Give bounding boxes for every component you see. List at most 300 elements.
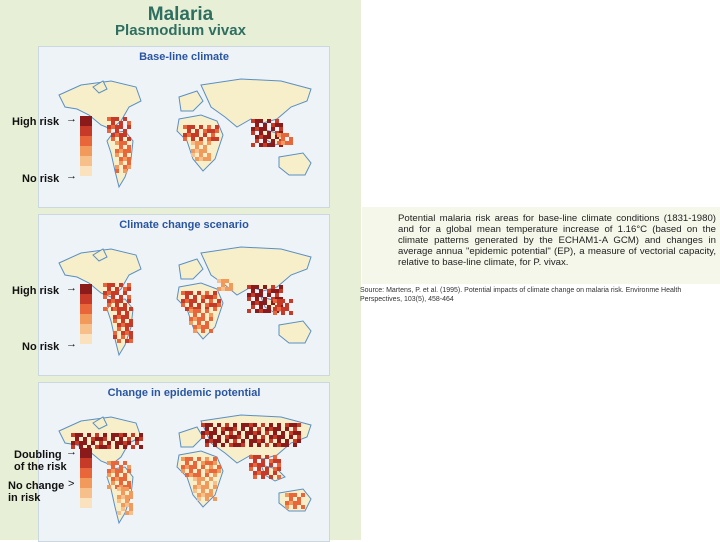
risk-cell bbox=[255, 301, 259, 305]
risk-cell bbox=[197, 291, 201, 295]
legend-swatch bbox=[80, 488, 92, 498]
risk-cell bbox=[115, 469, 119, 473]
risk-cell bbox=[207, 157, 211, 161]
risk-cell bbox=[203, 149, 207, 153]
risk-cell bbox=[213, 291, 217, 295]
risk-cell bbox=[289, 299, 293, 303]
risk-cell bbox=[251, 301, 255, 305]
risk-cell bbox=[297, 501, 301, 505]
risk-cell bbox=[281, 133, 285, 137]
risk-cell bbox=[249, 439, 253, 443]
risk-cell bbox=[267, 293, 271, 297]
risk-cell bbox=[257, 427, 261, 431]
risk-cell bbox=[229, 287, 233, 291]
risk-cell bbox=[117, 315, 121, 319]
risk-cell bbox=[127, 465, 131, 469]
land-mass bbox=[179, 427, 203, 447]
panel-title: Climate change scenario bbox=[119, 219, 249, 231]
legend-high-label: High risk bbox=[12, 285, 60, 297]
risk-cell bbox=[253, 475, 257, 479]
risk-cell bbox=[255, 119, 259, 123]
risk-cell bbox=[115, 125, 119, 129]
risk-cell bbox=[125, 495, 129, 499]
risk-cell bbox=[121, 307, 125, 311]
risk-cell bbox=[249, 455, 253, 459]
risk-cell bbox=[221, 279, 225, 283]
risk-cell bbox=[119, 481, 123, 485]
risk-cell bbox=[259, 143, 263, 147]
risk-cell bbox=[205, 439, 209, 443]
risk-cell bbox=[273, 455, 277, 459]
risk-cell bbox=[111, 477, 115, 481]
risk-cell bbox=[125, 511, 129, 515]
risk-cell bbox=[197, 325, 201, 329]
risk-cell bbox=[135, 441, 139, 445]
risk-cell bbox=[233, 423, 237, 427]
risk-cell bbox=[277, 467, 281, 471]
risk-cell bbox=[293, 439, 297, 443]
risk-cell bbox=[201, 489, 205, 493]
risk-cell bbox=[115, 165, 119, 169]
risk-cell bbox=[293, 501, 297, 505]
risk-cell bbox=[103, 445, 107, 449]
legend-swatch bbox=[80, 458, 92, 468]
risk-cell bbox=[195, 157, 199, 161]
legend-swatch bbox=[80, 294, 92, 304]
risk-cell bbox=[209, 435, 213, 439]
risk-cell bbox=[183, 137, 187, 141]
legend-arrow-icon: → bbox=[66, 338, 77, 350]
risk-cell bbox=[263, 135, 267, 139]
legend-swatch bbox=[80, 304, 92, 314]
risk-cell bbox=[285, 501, 289, 505]
risk-cell bbox=[251, 305, 255, 309]
risk-cell bbox=[99, 445, 103, 449]
risk-cell bbox=[213, 457, 217, 461]
risk-cell bbox=[127, 283, 131, 287]
risk-cell bbox=[185, 473, 189, 477]
risk-cell bbox=[121, 331, 125, 335]
risk-cell bbox=[205, 325, 209, 329]
risk-cell bbox=[191, 153, 195, 157]
legend-low-label: No risk bbox=[22, 173, 60, 185]
risk-cell bbox=[193, 325, 197, 329]
risk-cell bbox=[193, 309, 197, 313]
legend-swatch bbox=[80, 126, 92, 136]
risk-cell bbox=[213, 295, 217, 299]
risk-cell bbox=[189, 321, 193, 325]
risk-cell bbox=[123, 129, 127, 133]
risk-cell bbox=[115, 477, 119, 481]
risk-cell bbox=[213, 427, 217, 431]
risk-cell bbox=[201, 317, 205, 321]
risk-cell bbox=[123, 153, 127, 157]
risk-cell bbox=[213, 497, 217, 501]
risk-cell bbox=[205, 457, 209, 461]
risk-cell bbox=[117, 327, 121, 331]
risk-cell bbox=[273, 307, 277, 311]
risk-cell bbox=[277, 435, 281, 439]
risk-legend-bar bbox=[80, 284, 92, 344]
risk-cell bbox=[113, 319, 117, 323]
risk-cell bbox=[217, 423, 221, 427]
risk-cell bbox=[119, 161, 123, 165]
risk-cell bbox=[293, 505, 297, 509]
risk-cell bbox=[115, 169, 119, 173]
risk-cell bbox=[221, 427, 225, 431]
risk-cell bbox=[285, 427, 289, 431]
risk-cell bbox=[237, 431, 241, 435]
legend-swatch bbox=[80, 156, 92, 166]
risk-cell bbox=[271, 123, 275, 127]
panel-title: Base-line climate bbox=[139, 51, 229, 63]
risk-cell bbox=[267, 143, 271, 147]
risk-cell bbox=[111, 117, 115, 121]
risk-cell bbox=[117, 495, 121, 499]
risk-cell bbox=[213, 303, 217, 307]
risk-cell bbox=[107, 441, 111, 445]
risk-cell bbox=[245, 423, 249, 427]
risk-cell bbox=[269, 427, 273, 431]
risk-cell bbox=[201, 465, 205, 469]
legend-doubling-label: Doubling of the risk bbox=[14, 449, 67, 473]
risk-cell bbox=[273, 459, 277, 463]
risk-cell bbox=[129, 507, 133, 511]
risk-cell bbox=[255, 127, 259, 131]
risk-cell bbox=[119, 133, 123, 137]
risk-cell bbox=[121, 487, 125, 491]
risk-cell bbox=[265, 443, 269, 447]
risk-cell bbox=[115, 287, 119, 291]
risk-cell bbox=[269, 439, 273, 443]
risk-cell bbox=[201, 477, 205, 481]
risk-cell bbox=[213, 485, 217, 489]
legend-arrow-icon: → bbox=[66, 113, 77, 125]
caption-text: Potential malaria risk areas for base-line climate conditions (1831-1980) and for a global mean temperature increase of 1.16°C (based on the climate patterns generated by the ECHAM1-A GCM) and changes in average annua "epidemic potential" (EP), a measure of vectorial capacity, relative to base-line climate, for P. vivax. bbox=[398, 213, 716, 268]
risk-cell bbox=[125, 487, 129, 491]
risk-cell bbox=[121, 323, 125, 327]
risk-cell bbox=[277, 141, 281, 145]
risk-cell bbox=[123, 287, 127, 291]
risk-cell bbox=[119, 149, 123, 153]
legend-swatch bbox=[80, 478, 92, 488]
risk-cell bbox=[285, 133, 289, 137]
risk-cell bbox=[193, 473, 197, 477]
risk-cell bbox=[121, 315, 125, 319]
risk-cell bbox=[271, 139, 275, 143]
risk-cell bbox=[277, 439, 281, 443]
risk-cell bbox=[251, 127, 255, 131]
risk-cell bbox=[211, 137, 215, 141]
risk-cell bbox=[191, 133, 195, 137]
risk-cell bbox=[107, 445, 111, 449]
risk-cell bbox=[119, 465, 123, 469]
risk-cell bbox=[193, 465, 197, 469]
risk-cell bbox=[117, 511, 121, 515]
risk-cell bbox=[119, 137, 123, 141]
risk-cell bbox=[185, 291, 189, 295]
risk-cell bbox=[259, 293, 263, 297]
risk-cell bbox=[209, 439, 213, 443]
risk-cell bbox=[115, 441, 119, 445]
risk-cell bbox=[115, 117, 119, 121]
risk-cell bbox=[225, 423, 229, 427]
panel-title: Change in epidemic potential bbox=[107, 387, 261, 399]
risk-cell bbox=[261, 459, 265, 463]
risk-cell bbox=[201, 423, 205, 427]
risk-cell bbox=[127, 441, 131, 445]
risk-cell bbox=[185, 465, 189, 469]
legend-swatch bbox=[80, 146, 92, 156]
legend-swatch bbox=[80, 448, 92, 458]
risk-cell bbox=[275, 293, 279, 297]
risk-cell bbox=[185, 307, 189, 311]
risk-cell bbox=[225, 435, 229, 439]
risk-cell bbox=[205, 423, 209, 427]
legend-swatch bbox=[80, 284, 92, 294]
risk-cell bbox=[197, 317, 201, 321]
risk-cell bbox=[113, 315, 117, 319]
risk-cell bbox=[273, 471, 277, 475]
risk-cell bbox=[255, 139, 259, 143]
risk-cell bbox=[71, 433, 75, 437]
risk-cell bbox=[103, 291, 107, 295]
risk-cell bbox=[281, 307, 285, 311]
risk-cell bbox=[197, 303, 201, 307]
risk-cell bbox=[195, 129, 199, 133]
risk-cell bbox=[211, 129, 215, 133]
risk-cell bbox=[119, 469, 123, 473]
risk-cell bbox=[111, 481, 115, 485]
risk-cell bbox=[75, 433, 79, 437]
risk-cell bbox=[111, 437, 115, 441]
risk-cell bbox=[209, 461, 213, 465]
risk-cell bbox=[273, 443, 277, 447]
risk-cell bbox=[277, 475, 281, 479]
risk-cell bbox=[129, 495, 133, 499]
risk-cell bbox=[111, 283, 115, 287]
risk-cell bbox=[187, 133, 191, 137]
risk-cell bbox=[273, 427, 277, 431]
risk-cell bbox=[125, 331, 129, 335]
risk-cell bbox=[119, 477, 123, 481]
risk-cell bbox=[191, 137, 195, 141]
land-mass bbox=[179, 259, 203, 279]
risk-cell bbox=[125, 499, 129, 503]
risk-cell bbox=[271, 127, 275, 131]
risk-cell bbox=[183, 133, 187, 137]
risk-cell bbox=[263, 143, 267, 147]
risk-cell bbox=[289, 423, 293, 427]
risk-cell bbox=[233, 427, 237, 431]
risk-cell bbox=[129, 511, 133, 515]
risk-cell bbox=[71, 441, 75, 445]
risk-cell bbox=[123, 157, 127, 161]
risk-cell bbox=[205, 295, 209, 299]
risk-cell bbox=[289, 493, 293, 497]
risk-cell bbox=[103, 307, 107, 311]
caption-box bbox=[362, 207, 720, 284]
risk-cell bbox=[263, 123, 267, 127]
risk-cell bbox=[121, 503, 125, 507]
risk-cell bbox=[213, 307, 217, 311]
risk-cell bbox=[115, 133, 119, 137]
risk-cell bbox=[127, 137, 131, 141]
risk-cell bbox=[205, 321, 209, 325]
legend-arrow-icon: → bbox=[66, 282, 77, 294]
risk-cell bbox=[197, 497, 201, 501]
risk-cell bbox=[103, 437, 107, 441]
risk-cell bbox=[127, 125, 131, 129]
risk-cell bbox=[191, 141, 195, 145]
risk-cell bbox=[289, 137, 293, 141]
risk-cell bbox=[203, 129, 207, 133]
risk-cell bbox=[267, 309, 271, 313]
risk-cell bbox=[205, 309, 209, 313]
risk-cell bbox=[111, 433, 115, 437]
risk-cell bbox=[265, 431, 269, 435]
risk-cell bbox=[199, 137, 203, 141]
risk-cell bbox=[253, 459, 257, 463]
risk-cell bbox=[195, 141, 199, 145]
risk-cell bbox=[197, 457, 201, 461]
risk-cell bbox=[275, 289, 279, 293]
legend-swatch bbox=[80, 314, 92, 324]
legend-swatch bbox=[80, 324, 92, 334]
legend-arrow-icon: > bbox=[68, 478, 75, 490]
risk-cell bbox=[215, 129, 219, 133]
risk-cell bbox=[265, 471, 269, 475]
risk-cell bbox=[277, 299, 281, 303]
risk-cell bbox=[119, 437, 123, 441]
risk-cell bbox=[205, 481, 209, 485]
risk-cell bbox=[127, 145, 131, 149]
risk-cell bbox=[127, 157, 131, 161]
legend-swatch bbox=[80, 498, 92, 508]
risk-cell bbox=[281, 311, 285, 315]
risk-cell bbox=[259, 289, 263, 293]
risk-cell bbox=[209, 431, 213, 435]
risk-cell bbox=[209, 313, 213, 317]
risk-cell bbox=[209, 469, 213, 473]
risk-cell bbox=[217, 287, 221, 291]
legend-arrow-icon: → bbox=[66, 170, 77, 182]
risk-cell bbox=[205, 469, 209, 473]
risk-cell bbox=[103, 295, 107, 299]
risk-cell bbox=[201, 431, 205, 435]
risk-cell bbox=[197, 477, 201, 481]
risk-cell bbox=[119, 125, 123, 129]
risk-cell bbox=[111, 295, 115, 299]
legend-swatch bbox=[80, 334, 92, 344]
risk-cell bbox=[281, 299, 285, 303]
risk-cell bbox=[79, 433, 83, 437]
risk-cell bbox=[117, 487, 121, 491]
risk-cell bbox=[263, 127, 267, 131]
legend-high-label: High risk bbox=[12, 116, 60, 128]
risk-cell bbox=[197, 481, 201, 485]
risk-cell bbox=[113, 307, 117, 311]
risk-cell bbox=[139, 445, 143, 449]
risk-cell bbox=[255, 135, 259, 139]
risk-cell bbox=[241, 439, 245, 443]
risk-cell bbox=[249, 463, 253, 467]
risk-cell bbox=[129, 335, 133, 339]
risk-cell bbox=[107, 485, 111, 489]
risk-cell bbox=[225, 427, 229, 431]
risk-cell bbox=[115, 141, 119, 145]
risk-cell bbox=[209, 423, 213, 427]
risk-cell bbox=[117, 307, 121, 311]
risk-cell bbox=[249, 443, 253, 447]
risk-cell bbox=[205, 303, 209, 307]
risk-cell bbox=[199, 157, 203, 161]
risk-cell bbox=[225, 287, 229, 291]
risk-cell bbox=[263, 309, 267, 313]
legend-swatch bbox=[80, 116, 92, 126]
risk-cell bbox=[107, 473, 111, 477]
risk-cell bbox=[209, 295, 213, 299]
risk-cell bbox=[285, 505, 289, 509]
risk-cell bbox=[257, 463, 261, 467]
risk-cell bbox=[119, 141, 123, 145]
risk-cell bbox=[185, 461, 189, 465]
risk-cell bbox=[211, 133, 215, 137]
risk-cell bbox=[255, 309, 259, 313]
risk-cell bbox=[181, 291, 185, 295]
risk-cell bbox=[111, 469, 115, 473]
risk-cell bbox=[193, 477, 197, 481]
risk-cell bbox=[125, 311, 129, 315]
risk-cell bbox=[221, 443, 225, 447]
risk-cell bbox=[95, 437, 99, 441]
risk-cell bbox=[267, 135, 271, 139]
risk-cell bbox=[209, 303, 213, 307]
risk-cell bbox=[123, 149, 127, 153]
risk-cell bbox=[221, 431, 225, 435]
risk-cell bbox=[259, 119, 263, 123]
risk-cell bbox=[199, 153, 203, 157]
risk-cell bbox=[237, 443, 241, 447]
risk-cell bbox=[185, 295, 189, 299]
risk-cell bbox=[203, 157, 207, 161]
risk-cell bbox=[251, 131, 255, 135]
risk-cell bbox=[125, 503, 129, 507]
risk-cell bbox=[289, 311, 293, 315]
risk-cell bbox=[213, 469, 217, 473]
risk-cell bbox=[117, 499, 121, 503]
risk-cell bbox=[129, 339, 133, 343]
risk-cell bbox=[285, 493, 289, 497]
risk-cell bbox=[257, 439, 261, 443]
risk-cell bbox=[127, 287, 131, 291]
risk-cell bbox=[99, 437, 103, 441]
risk-cell bbox=[129, 323, 133, 327]
risk-cell bbox=[207, 125, 211, 129]
risk-cell bbox=[203, 145, 207, 149]
risk-cell bbox=[205, 473, 209, 477]
risk-cell bbox=[129, 503, 133, 507]
risk-cell bbox=[217, 469, 221, 473]
risk-cell bbox=[263, 297, 267, 301]
risk-cell bbox=[83, 437, 87, 441]
risk-cell bbox=[129, 319, 133, 323]
risk-cell bbox=[245, 431, 249, 435]
risk-cell bbox=[253, 439, 257, 443]
risk-cell bbox=[205, 497, 209, 501]
risk-cell bbox=[131, 445, 135, 449]
risk-cell bbox=[123, 461, 127, 465]
